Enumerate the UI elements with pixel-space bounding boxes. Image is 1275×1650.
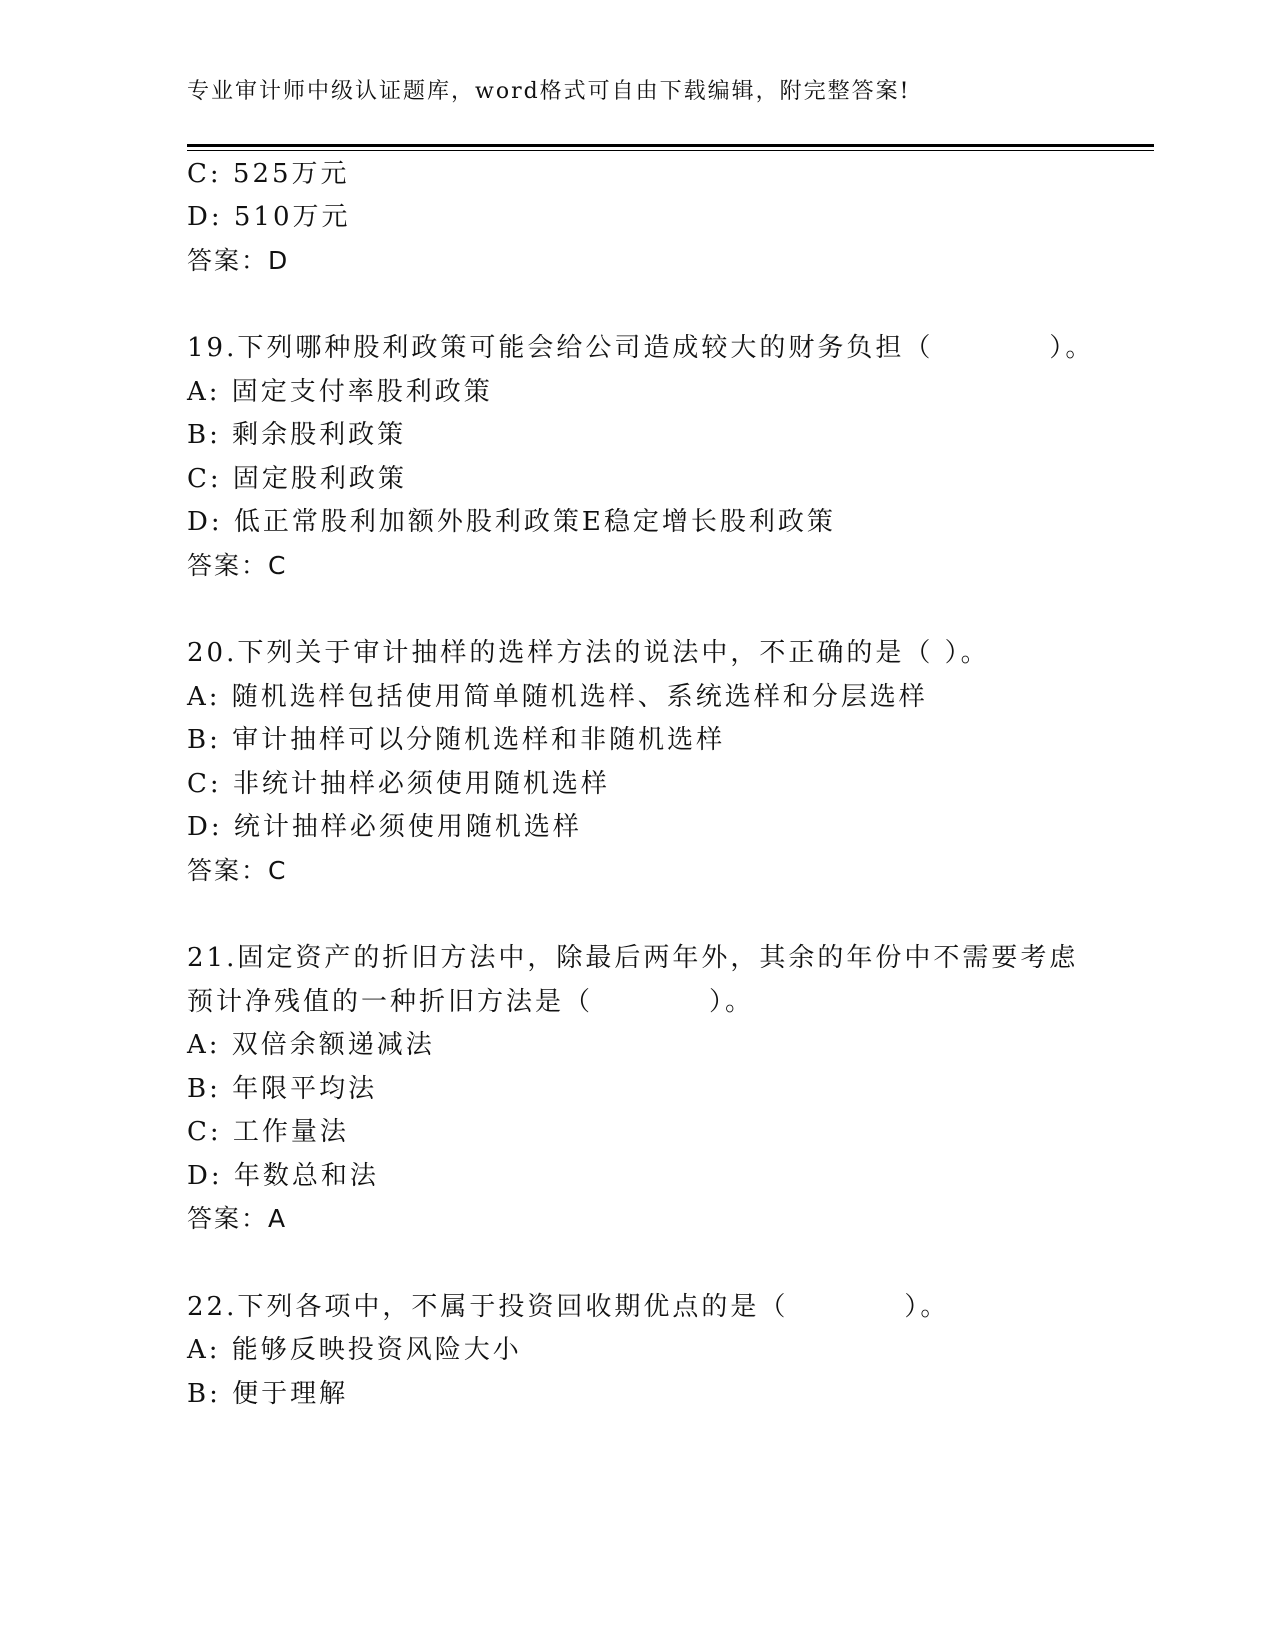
q19-option-a: A: 固定支付率股利政策: [187, 377, 493, 407]
q21-stem: 21.固定资产的折旧方法中，除最后两年外，其余的年份中不需要考虑: [187, 943, 1079, 973]
q20-answer: 答案：C: [187, 856, 288, 885]
q22-option-a: A: 能够反映投资风险大小: [187, 1335, 522, 1365]
q21-option-c: C: 工作量法: [187, 1117, 349, 1147]
q19-option-c: C: 固定股利政策: [187, 464, 407, 494]
q19-answer: 答案：C: [187, 551, 288, 580]
q21-answer: 答案：A: [187, 1204, 288, 1233]
q20-option-d: D: 统计抽样必须使用随机选样: [187, 812, 582, 842]
q20-option-a: A: 随机选样包括使用简单随机选样、系统选样和分层选样: [187, 682, 928, 712]
q20-stem: 20.下列关于审计抽样的选样方法的说法中，不正确的是（ ）。: [187, 638, 990, 668]
header-rule-thick: [187, 144, 1154, 147]
q18-option-d: D: 510万元: [187, 202, 351, 232]
q19-stem: 19.下列哪种股利政策可能会给公司造成较大的财务负担（ ）。: [187, 333, 1095, 363]
q22-stem: 22.下列各项中，不属于投资回收期优点的是（ ）。: [187, 1292, 950, 1322]
q20-option-c: C: 非统计抽样必须使用随机选样: [187, 769, 610, 799]
q18-answer: 答案：D: [187, 246, 290, 275]
q21-stem-continued: 预计净残值的一种折旧方法是（ ）。: [187, 987, 755, 1017]
q20-option-b: B: 审计抽样可以分随机选样和非随机选样: [187, 725, 726, 755]
q21-option-b: B: 年限平均法: [187, 1074, 378, 1104]
header-rule-thin: [187, 150, 1154, 151]
q21-option-d: D: 年数总和法: [187, 1161, 379, 1191]
q18-option-c: C: 525万元: [187, 159, 350, 189]
q21-option-a: A: 双倍余额递减法: [187, 1030, 435, 1060]
q22-option-b: B: 便于理解: [187, 1379, 349, 1409]
q19-option-d: D: 低正常股利加额外股利政策E稳定增长股利政策: [187, 507, 836, 537]
page-header: 专业审计师中级认证题库，word格式可自由下载编辑，附完整答案!: [187, 79, 911, 104]
q19-option-b: B: 剩余股利政策: [187, 420, 407, 450]
